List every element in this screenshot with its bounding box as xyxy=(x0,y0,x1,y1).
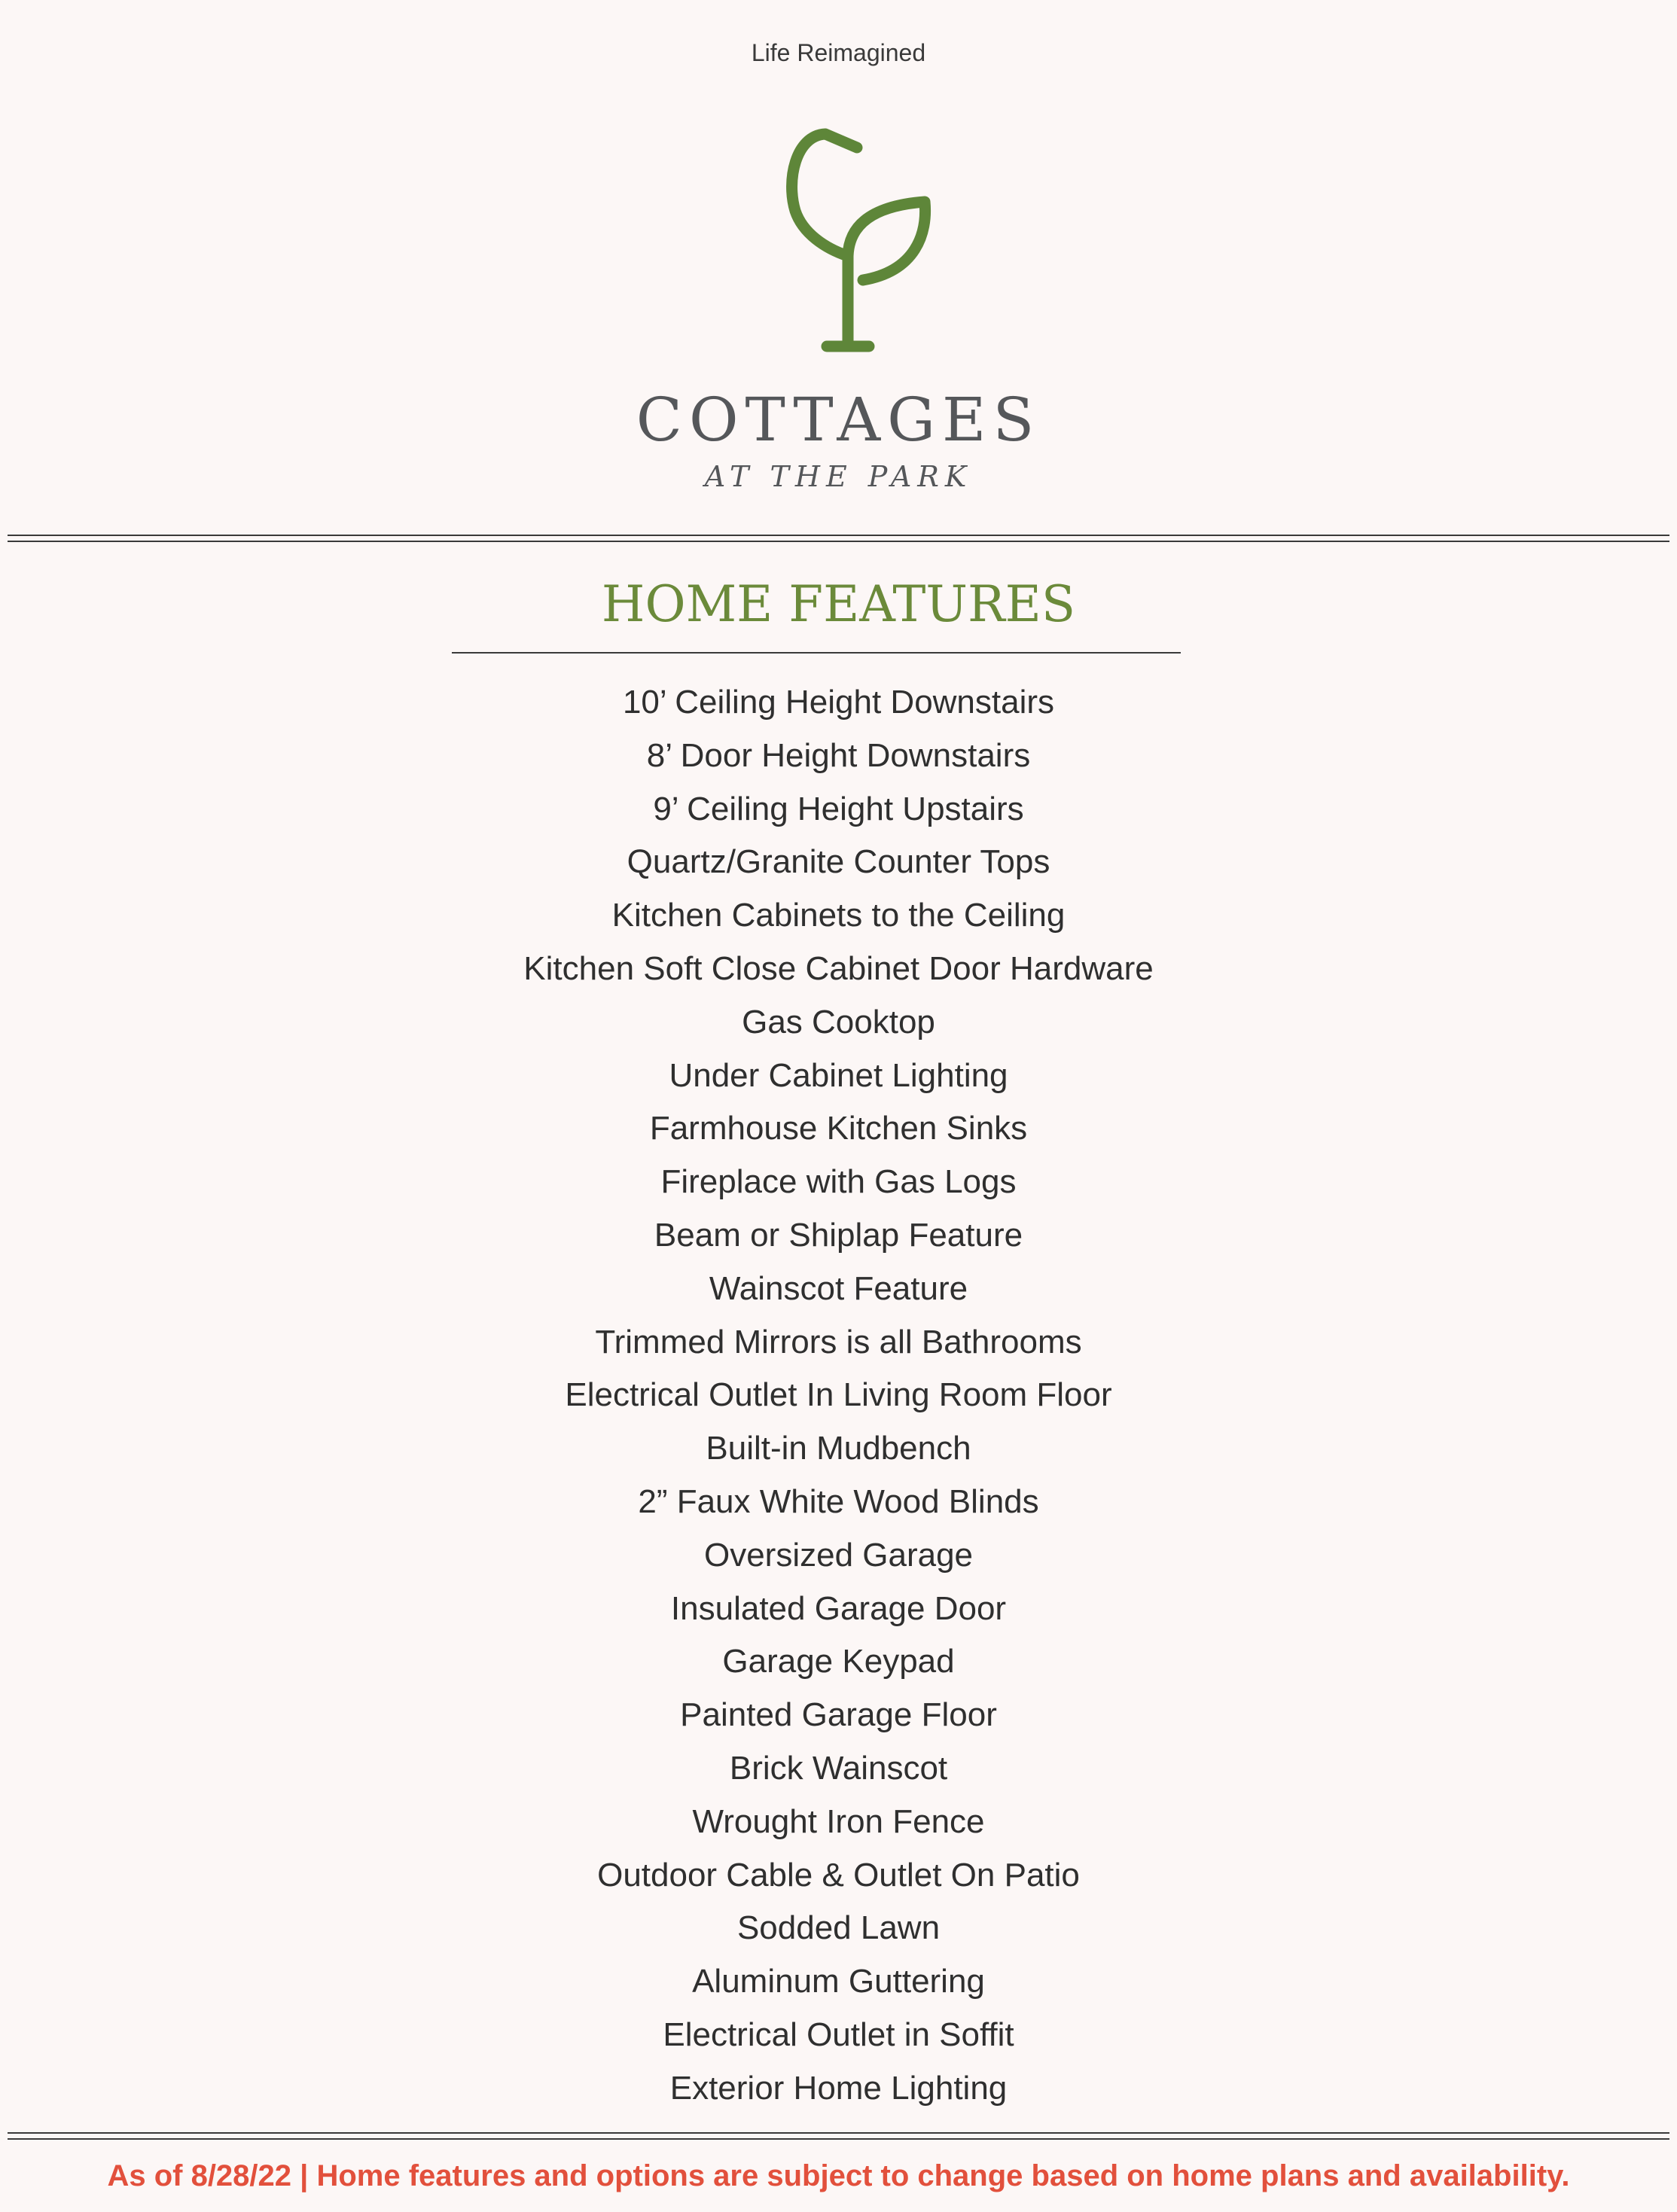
feature-item: Kitchen Soft Close Cabinet Door Hardware xyxy=(523,949,1154,987)
feature-item: Insulated Garage Door xyxy=(670,1589,1007,1627)
feature-item: 8’ Door Height Downstairs xyxy=(646,736,1031,774)
feature-item: Farmhouse Kitchen Sinks xyxy=(649,1110,1028,1147)
feature-item: Exterior Home Lighting xyxy=(669,2069,1008,2107)
feature-item: Fireplace with Gas Logs xyxy=(660,1163,1017,1201)
brand-title: COTTAGES xyxy=(636,385,1041,455)
feature-item: Trimmed Mirrors is all Bathrooms xyxy=(595,1323,1082,1360)
feature-item: Electrical Outlet In Living Room Floor xyxy=(565,1376,1112,1414)
disclaimer: As of 8/28/22 | Home features and options are subject to change based on home plans and availability. xyxy=(107,2159,1570,2192)
section-title: HOME FEATURES xyxy=(601,575,1076,633)
feature-item: Wainscot Feature xyxy=(709,1269,968,1307)
feature-item: Electrical Outlet in Soffit xyxy=(663,2015,1014,2053)
feature-item: Beam or Shiplap Feature xyxy=(654,1216,1023,1254)
sprout-icon xyxy=(765,120,946,361)
feature-item: Built-in Mudbench xyxy=(706,1430,971,1467)
feature-item: Under Cabinet Lighting xyxy=(669,1056,1008,1094)
feature-item: Wrought Iron Fence xyxy=(692,1802,985,1840)
footer-divider xyxy=(8,2132,1669,2140)
tagline: Life Reimagined xyxy=(751,39,926,66)
brand-subtitle: AT THE PARK xyxy=(704,460,973,493)
feature-item: Garage Keypad xyxy=(722,1643,955,1680)
feature-item: 9’ Ceiling Height Upstairs xyxy=(653,790,1024,827)
header-divider xyxy=(8,535,1669,542)
feature-item: Painted Garage Floor xyxy=(680,1696,997,1734)
feature-item: Brick Wainscot xyxy=(729,1749,948,1787)
feature-item: Quartz/Granite Counter Tops xyxy=(627,843,1050,881)
feature-item: Kitchen Cabinets to the Ceiling xyxy=(611,897,1066,934)
feature-item: 2” Faux White Wood Blinds xyxy=(638,1482,1039,1520)
feature-item: 10’ Ceiling Height Downstairs xyxy=(622,684,1055,721)
feature-item: Aluminum Guttering xyxy=(692,1963,985,2000)
feature-item: Outdoor Cable & Outlet On Patio xyxy=(597,1856,1080,1894)
feature-item: Gas Cooktop xyxy=(742,1003,935,1040)
feature-item: Sodded Lawn xyxy=(736,1909,941,1947)
feature-list xyxy=(0,676,1677,2116)
feature-item: Oversized Garage xyxy=(703,1536,974,1574)
section-title-underline xyxy=(452,652,1181,654)
